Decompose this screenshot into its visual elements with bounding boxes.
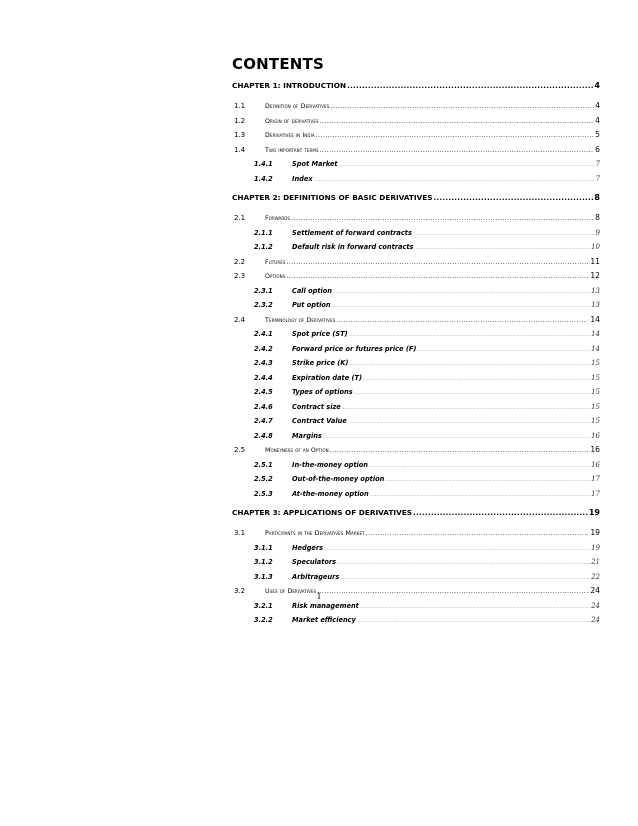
toc-entry-sub (232, 157, 600, 172)
toc-entry-number: 2.4.2 (254, 344, 273, 353)
dot-leader (413, 227, 595, 242)
toc-entry-label: Speculators (292, 558, 337, 566)
toc-entry-number: 2.1.2 (254, 243, 273, 251)
toc-entry-section (232, 255, 600, 270)
toc-page (232, 55, 600, 628)
toc-entry-sub (232, 414, 600, 429)
dot-leader (357, 614, 590, 629)
toc-entry-page: 15 (591, 359, 600, 367)
toc-entry-number: 1.3 (234, 131, 246, 139)
toc-entry-label: Uses of Derivatives (265, 588, 317, 595)
toc-entry-page: 13 (591, 301, 600, 309)
toc-entry-number: 1.4.1 (254, 160, 273, 168)
dot-leader (413, 506, 588, 520)
dot-leader (349, 328, 590, 343)
toc-entry-page: 19 (590, 528, 600, 537)
toc-entry-number: 2.4.6 (254, 402, 273, 411)
toc-entry-label: Spot Market (292, 160, 338, 168)
toc-entry-label: Contract Value (292, 417, 347, 425)
toc-list (232, 79, 600, 628)
toc-entry-label: Margins (292, 431, 322, 440)
toc-entry-label: Put option (292, 301, 331, 309)
toc-entry-label: Two important terms (265, 146, 319, 154)
toc-entry-sub (232, 385, 600, 400)
toc-entry-chapter (232, 191, 600, 205)
toc-entry-label: Risk management (292, 601, 359, 610)
toc-entry-label: Participants in the Derivatives Market (265, 530, 365, 537)
dot-leader (348, 415, 590, 430)
toc-entry-number: 1.2 (234, 116, 246, 125)
toc-entry-page: 10 (591, 243, 600, 251)
toc-entry-page: 15 (591, 402, 600, 411)
toc-entry-number: 2.3 (234, 272, 246, 280)
toc-entry-sub (232, 172, 600, 187)
toc-entry-sub (232, 472, 600, 487)
toc-entry-page: 19 (591, 543, 600, 552)
toc-entry-number: 2.4.8 (254, 431, 273, 440)
dot-leader (342, 401, 590, 416)
toc-entry-label: Forwards (265, 215, 291, 222)
toc-entry-page: 21 (591, 558, 600, 566)
toc-entry-page: 11 (590, 256, 600, 266)
toc-entry-chapter (232, 506, 600, 520)
toc-entry-page: 7 (595, 174, 600, 183)
toc-entry-sub (232, 240, 600, 255)
toc-entry-page: 13 (591, 286, 600, 295)
dot-leader (336, 314, 589, 329)
toc-entry-label: Terminology of Derivatives (265, 316, 336, 324)
toc-entry-page: 4 (594, 81, 600, 90)
toc-entry-number: 1.4 (234, 145, 246, 154)
dot-leader (286, 270, 589, 285)
toc-entry-label: Moneyness of an Option (265, 447, 329, 454)
toc-entry-section (232, 443, 600, 458)
toc-entry-sub (232, 226, 600, 241)
toc-entry-number: 2.3.2 (254, 301, 273, 309)
toc-entry-number: 2.1.1 (254, 228, 273, 237)
toc-entry-label: CHAPTER 1: INTRODUCTION (232, 81, 347, 90)
toc-entry-label: In-the-money option (292, 460, 368, 469)
dot-leader (433, 191, 593, 205)
toc-entry-label: CHAPTER 3: APPLICATIONS OF DERIVATIVES (232, 508, 412, 517)
dot-leader (354, 386, 590, 401)
toc-entry-label: Futures (265, 258, 286, 266)
toc-entry-section (232, 313, 600, 328)
toc-entry-page: 17 (591, 475, 600, 483)
toc-entry-label: Strike price (K) (292, 359, 349, 367)
toc-entry-label: CHAPTER 2: DEFINITIONS OF BASIC DERIVATIVES (232, 193, 433, 202)
toc-entry-sub (232, 541, 600, 556)
page-title: CONTENTS (232, 55, 324, 73)
toc-entry-number: 2.4.5 (254, 388, 273, 396)
toc-entry-number: 2.4.7 (254, 417, 273, 425)
dot-leader (316, 129, 594, 144)
toc-entry-label: Forward price or futures price (F) (292, 344, 417, 353)
toc-entry-page: 14 (591, 330, 600, 338)
toc-entry-number: 2.5.1 (254, 460, 273, 469)
dot-leader (414, 241, 590, 256)
toc-entry-page: 7 (595, 160, 600, 168)
dot-leader (332, 299, 590, 314)
toc-entry-number: 2.4.1 (254, 330, 273, 338)
toc-entry-sub (232, 613, 600, 628)
dot-leader (340, 571, 590, 586)
toc-entry-section (232, 128, 600, 143)
toc-entry-page: 15 (591, 373, 600, 382)
toc-entry-page: 6 (595, 144, 600, 154)
toc-entry-sub (232, 284, 600, 299)
toc-entry-page: 24 (590, 586, 600, 595)
toc-entry-label: Contract size (292, 402, 341, 411)
toc-entry-page: 8 (594, 193, 600, 202)
toc-entry-page: 12 (590, 271, 600, 280)
dot-leader (338, 158, 594, 173)
toc-entry-number: 3.1 (234, 529, 246, 537)
dot-leader (291, 212, 594, 227)
toc-entry-page: 4 (595, 101, 600, 110)
toc-entry-number: 3.2 (234, 587, 246, 595)
dot-leader (363, 372, 590, 387)
toc-entry-sub (232, 458, 600, 473)
toc-entry-section (232, 99, 600, 114)
toc-entry-sub (232, 371, 600, 386)
toc-entry-number: 3.1.3 (254, 572, 273, 581)
toc-entry-label: Expiration date (T) (292, 373, 362, 382)
toc-entry-label: Definition of Derivatives (265, 103, 330, 110)
toc-entry-section (232, 526, 600, 541)
toc-entry-number: 1.4.2 (254, 174, 273, 183)
dot-leader (347, 79, 593, 93)
toc-entry-number: 2.5.3 (254, 489, 273, 498)
toc-entry-number: 3.1.2 (254, 558, 273, 566)
toc-entry-label: Derivatives in India (265, 132, 315, 139)
toc-entry-page: 17 (591, 489, 600, 498)
dot-leader (330, 444, 590, 459)
toc-entry-page: 24 (591, 601, 600, 610)
toc-entry-number: 2.3.1 (254, 286, 273, 295)
dot-leader (324, 542, 590, 557)
toc-entry-number: 2.5 (234, 446, 246, 454)
toc-entry-page: 15 (591, 388, 600, 396)
toc-entry-label: Settlement of forward contracts (292, 228, 412, 237)
toc-entry-page: 19 (588, 508, 600, 517)
page-number: 1 (316, 592, 322, 601)
toc-entry-label: Index (292, 174, 313, 183)
toc-entry-number: 1.1 (234, 102, 246, 110)
dot-leader (286, 256, 589, 271)
toc-entry-label: Arbitrageurs (292, 572, 340, 581)
toc-entry-sub (232, 327, 600, 342)
toc-entry-sub (232, 342, 600, 357)
toc-entry-number: 2.4 (234, 315, 246, 324)
toc-entry-number: 2.1 (234, 214, 246, 222)
toc-entry-label: Market efficiency (292, 616, 356, 624)
toc-entry-label: Hedgers (292, 543, 324, 552)
dot-leader (366, 527, 590, 542)
toc-entry-number: 2.2 (234, 257, 246, 266)
toc-entry-page: 4 (595, 115, 600, 125)
toc-entry-page: 16 (591, 460, 600, 469)
toc-entry-sub (232, 487, 600, 502)
dot-leader (360, 600, 590, 615)
dot-leader (320, 115, 595, 130)
toc-entry-section (232, 269, 600, 284)
toc-entry-page: 24 (591, 616, 600, 624)
toc-entry-label: Call option (292, 286, 332, 295)
toc-entry-sub (232, 555, 600, 570)
toc-entry-number: 2.5.2 (254, 475, 273, 483)
toc-entry-sub (232, 356, 600, 371)
toc-entry-chapter (232, 79, 600, 93)
toc-entry-page: 14 (590, 314, 600, 324)
toc-entry-number: 2.4.3 (254, 359, 273, 367)
toc-entry-number: 3.2.2 (254, 616, 273, 624)
toc-entry-sub (232, 570, 600, 585)
toc-entry-number: 3.2.1 (254, 601, 273, 610)
dot-leader (323, 430, 590, 445)
dot-leader (417, 343, 590, 358)
dot-leader (333, 285, 590, 300)
toc-entry-page: 16 (591, 431, 600, 440)
toc-entry-page: 15 (591, 417, 600, 425)
toc-entry-sub (232, 298, 600, 313)
dot-leader (369, 459, 590, 474)
toc-entry-section (232, 114, 600, 129)
toc-entry-label: Options (265, 273, 286, 280)
dot-leader (314, 173, 595, 188)
toc-entry-number: 2.4.4 (254, 373, 273, 382)
toc-entry-sub (232, 429, 600, 444)
toc-entry-section (232, 211, 600, 226)
toc-entry-sub (232, 400, 600, 415)
toc-entry-page: 9 (595, 228, 600, 237)
dot-leader (385, 473, 590, 488)
dot-leader (370, 488, 590, 503)
dot-leader (320, 144, 595, 159)
toc-entry-label: Spot price (ST) (292, 330, 348, 338)
toc-entry-label: Default risk in forward contracts (292, 243, 414, 251)
dot-leader (330, 100, 594, 115)
toc-entry-page: 14 (591, 344, 600, 353)
toc-entry-label: Types of options (292, 388, 353, 396)
toc-entry-page: 16 (590, 445, 600, 454)
dot-leader (349, 357, 590, 372)
toc-entry-page: 22 (591, 572, 600, 581)
dot-leader (337, 556, 590, 571)
toc-entry-number: 3.1.1 (254, 543, 273, 552)
toc-entry-page: 8 (595, 213, 600, 222)
toc-entry-section (232, 143, 600, 158)
toc-entry-label: Out-of-the-money option (292, 475, 385, 483)
toc-entry-label: Origin of derivatives (265, 117, 319, 125)
toc-entry-page: 5 (595, 130, 600, 139)
toc-entry-label: At-the-money option (292, 489, 369, 498)
